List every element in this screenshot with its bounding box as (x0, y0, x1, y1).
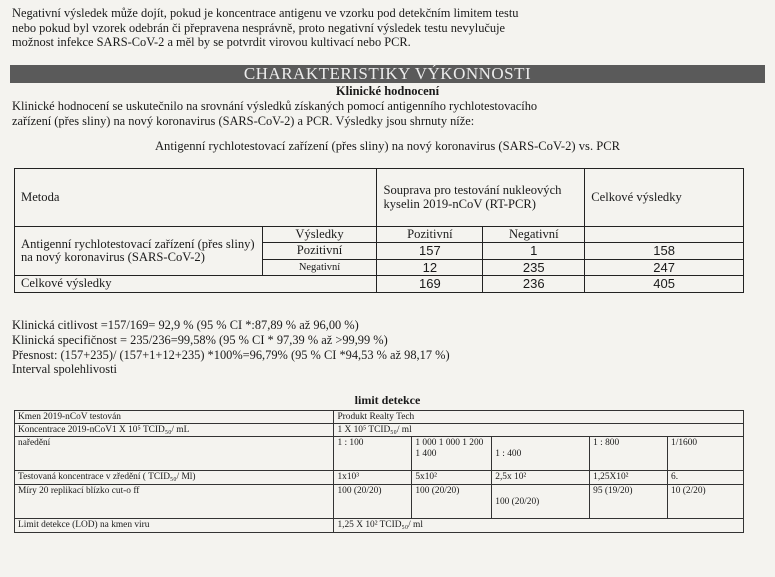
lod-dilution-5: 1/1600 (668, 437, 744, 471)
interval-line: Interval spolehlivosti (12, 362, 117, 377)
lod-table (14, 410, 744, 533)
device-cell: Antigenní rychlotestovací zařízení (přes sliny) na nový koronavirus (SARS-CoV-2) (15, 227, 263, 276)
row-positive-pcr-negative: 1 (483, 243, 585, 259)
lod-strain-label: Kmen 2019-nCoV testován (15, 411, 334, 424)
positive-header: Pozitivní (377, 227, 483, 243)
specificity-line: Klinická specifičnost = 235/236=99,58% (95 % CI * 97,39 % až >99,99 %) (12, 332, 388, 347)
clinical-paragraph (12, 99, 764, 128)
lod-replicates-4: 95 (19/20) (590, 485, 668, 519)
lod-concentration-value: 1 X 10⁵ TCID₅₀/ ml (334, 424, 744, 437)
lod-dilution-1: 1 : 100 (334, 437, 412, 471)
results-label: Výsledky (262, 227, 377, 243)
row-negative-pcr-positive: 12 (377, 259, 483, 275)
lod-replicates-label: Míry 20 replikací blízko cut-o ff (15, 485, 334, 519)
lod-tested-conc-2: 5x10² (412, 471, 492, 485)
lod-replicates-5: 10 (2/20) (668, 485, 744, 519)
total-results-header: Celkové výsledky (585, 169, 744, 227)
pcr-kit-header: Souprava pro testování nukleových kyselin 2019-nCoV (RT-PCR) (377, 169, 585, 227)
lod-result-label: Limit detekce (LOD) na kmen viru (15, 519, 334, 533)
lod-replicates-1: 100 (20/20) (334, 485, 412, 519)
lod-strain-value: Produkt Realty Tech (334, 411, 744, 424)
row-total-pcr-positive: 169 (377, 276, 483, 292)
lod-result-value: 1,25 X 10² TCID₅₀/ ml (334, 519, 744, 533)
intro-line-1: Negativní výsledek může dojít, pokud je koncentrace antigenu ve vzorku pod detekčním limitem testu (12, 6, 519, 20)
lod-dilution-2: 1 000 1 000 1 200 1 400 (412, 437, 492, 471)
row-total-total: 405 (585, 276, 744, 292)
negative-header: Negativní (483, 227, 585, 243)
row-total-pcr-negative: 236 (483, 276, 585, 292)
empty-cell (585, 227, 744, 243)
intro-line-2: nebo pokud byl vzorek odebrán či přepravena nesprávně, proto negativní výsledek testu nevylučuje (12, 20, 506, 35)
lod-dilution-3: 1 : 400 (492, 437, 590, 471)
lod-tested-conc-3: 2,5x 10² (492, 471, 590, 485)
lod-dilution-label: naředění (15, 437, 334, 471)
clinical-line-1: Klinické hodnocení se uskutečnilo na srovnání výsledků získaných pomocí antigenního rychlotestovacího (12, 99, 538, 113)
intro-line-3: možnost infekce SARS-CoV-2 a měl by se potvrdit virovou kultivací nebo PCR. (12, 35, 411, 50)
lod-tested-conc-label: Testovaná koncentrace v zředění ( TCID₅₀/ Ml) (15, 471, 334, 485)
row-positive-label: Pozitivní (262, 243, 377, 259)
sensitivity-line: Klinická citlivost =157/169= 92,9 % (95 % CI *:87,89 % až 96,00 %) (12, 318, 359, 332)
row-total-label: Celkové výsledky (15, 276, 377, 292)
lod-heading: limit detekce (354, 393, 421, 407)
lod-concentration-label: Koncentrace 2019-nCoV1 X 10⁵ TCID₅₀/ mL (15, 424, 334, 437)
clinical-heading: Klinické hodnocení (335, 84, 440, 98)
clinical-line-2: zařízení (přes sliny) na nový koronavirus (SARS-CoV-2) a PCR. Výsledky jsou shrnuty níže: (12, 113, 475, 128)
lod-tested-conc-5: 6. (668, 471, 744, 485)
lod-replicates-3: 100 (20/20) (492, 485, 590, 519)
accuracy-line: Přesnost: (157+235)/ (157+1+12+235) *100%=96,79% (95 % CI *94,53 % až 98,17 %) (12, 347, 450, 362)
intro-paragraph (12, 6, 764, 50)
row-negative-pcr-negative: 235 (483, 259, 585, 275)
table-caption: Antigenní rychlotestovací zařízení (přes sliny) na nový koronavirus (SARS-CoV-2) vs. PCR (154, 139, 621, 153)
row-negative-total: 247 (585, 259, 744, 275)
row-positive-pcr-positive: 157 (377, 243, 483, 259)
lod-dilution-4: 1 : 800 (590, 437, 668, 471)
row-positive-total: 158 (585, 243, 744, 259)
method-header: Metoda (15, 169, 377, 227)
row-negative-label: Negativní (262, 259, 377, 275)
statistics-block (12, 318, 764, 377)
section-banner: CHARAKTERISTIKY VÝKONNOSTI (10, 65, 765, 83)
lod-replicates-2: 100 (20/20) (412, 485, 492, 519)
lod-tested-conc-1: 1x10³ (334, 471, 412, 485)
clinical-results-table (14, 168, 744, 293)
lod-tested-conc-4: 1,25X10² (590, 471, 668, 485)
